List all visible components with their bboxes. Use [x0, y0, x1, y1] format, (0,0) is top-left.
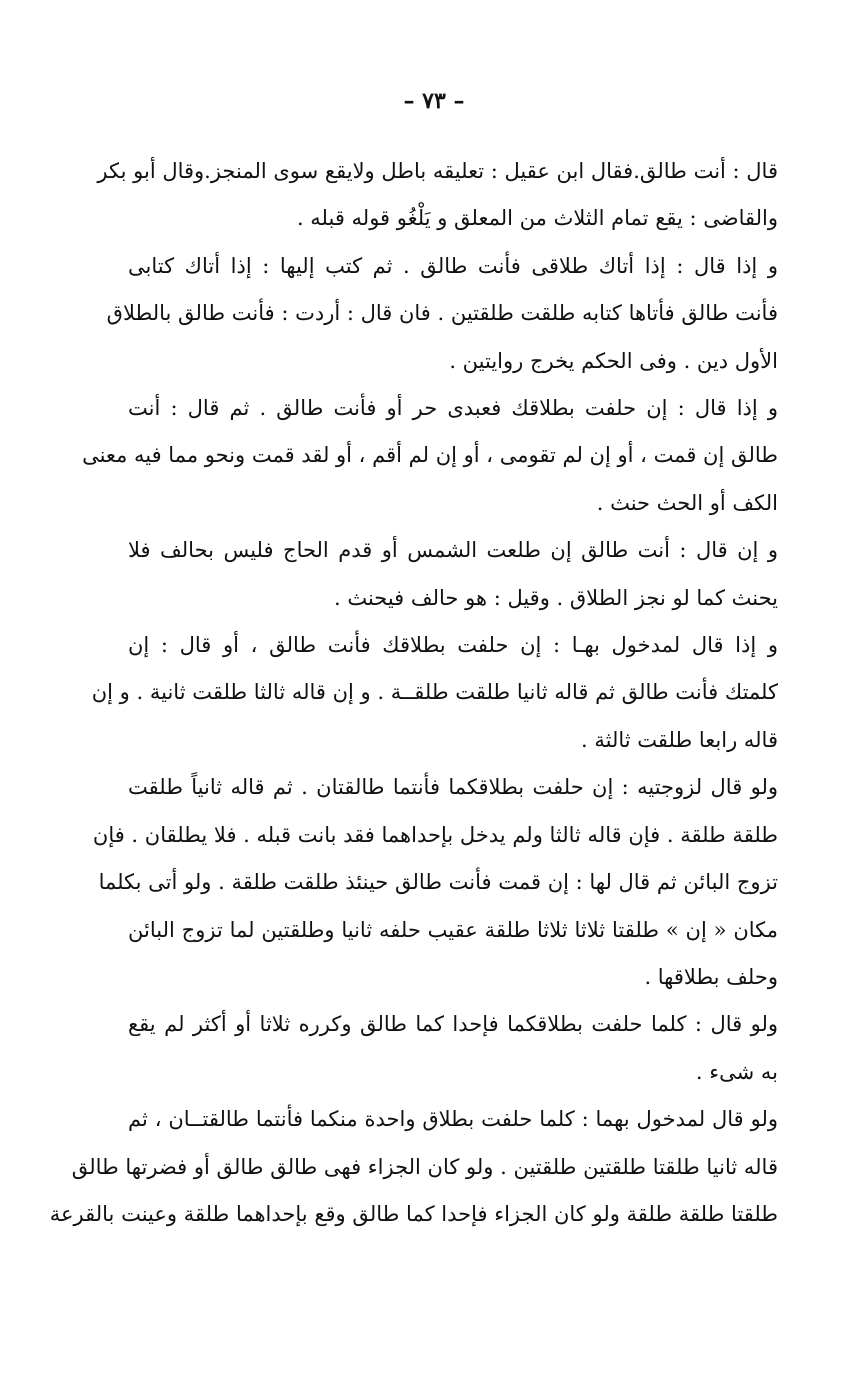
text-line: قال : أنت طالق.فقال ابن عقيل : تعليقه باطل ولايقع سوى المنجز.وقال أبو بكر [97, 159, 778, 183]
text-line: تزوج البائن ثم قال لها : إن قمت فأنت طالق حينئذ طلقت طلقة . ولو أتى بكلما [98, 870, 778, 895]
text-line: الكف أو الحث حنث . [596, 490, 778, 515]
text-line: طلقتا طلقة طلقة ولو كان الجزاء فإحدا كما طالق وقع بإحداهما طلقة وعينت بالقرعة [49, 1201, 778, 1226]
page-number: – ٧٣ – [403, 88, 465, 114]
text-line: ولو قال لمدخول بهما : كلما حلفت بطلاق واحدة منكما فأنتما طالقتــان ، ثم [128, 1107, 778, 1132]
text-line: و إن قال : أنت طالق إن طلعت الشمس أو قدم الحاج فليس بحالف فلا [128, 538, 778, 563]
text-line: ولو قال : كلما حلفت بطلاقكما فإحدا كما طالق وكرره ثلاثا أو أكثر لم يقع [128, 1012, 778, 1037]
text-line: قاله رابعا طلقت ثالثة . [581, 727, 778, 752]
text-line: قاله ثانيا طلقتا طلقتين طلقتين . ولو كان الجزاء فهى طالق طالق أو فضرتها طالق [71, 1154, 778, 1179]
text-line: طلقة طلقة . فإن قاله ثالثا ولم يدخل بإحداهما فقد بانت قبله . فلا يطلقان . فإن [92, 822, 778, 847]
text-line: وحلف بطلاقها . [644, 964, 778, 989]
body-text [49, 148, 778, 1238]
text-line: يحنث كما لو نجز الطلاق . وقيل : هو حالف فيحنث . [333, 585, 778, 610]
text-line: به شىء . [695, 1059, 778, 1084]
text-line: والقاضى : يقع تمام الثلاث من المعلق و يَلْغُو قوله قبله . [296, 206, 778, 231]
text-line: فأنت طالق فأتاها كتابه طلقت طلقتين . فان قال : أردت : فأنت طالق بالطلاق [106, 301, 778, 326]
text-line: الأول دين . وفى الحكم يخرج روايتين . [449, 348, 778, 373]
text-line: و إذا قال لمدخول بهـا : إن حلفت بطلاقك فأنت طالق ، أو قال : إن [128, 633, 778, 658]
text-line: طالق إن قمت ، أو إن لم تقومى ، أو إن لم أقم ، أو لقد قمت ونحو مما فيه معنى [82, 443, 778, 468]
text-line: و إذا قال : إذا أتاك طلاقى فأنت طالق . ثم كتب إليها : إذا أتاك كتابى [128, 253, 778, 278]
text-line: ولو قال لزوجتيه : إن حلفت بطلاقكما فأنتما طالقتان . ثم قاله ثانياً طلقت [128, 775, 778, 800]
text-line: و إذا قال : إن حلفت بطلاقك فعبدى حر أو فأنت طالق . ثم قال : أنت [128, 396, 778, 421]
text-line: كلمتك فأنت طالق ثم قاله ثانيا طلقت طلقــة . و إن قاله ثالثا طلقت ثانية . و إن [91, 680, 778, 705]
text-line: مكان « إن » طلقتا ثلاثا ثلاثا طلقة عقيب حلفه ثانيا وطلقتين لما تزوج البائن [128, 917, 778, 942]
